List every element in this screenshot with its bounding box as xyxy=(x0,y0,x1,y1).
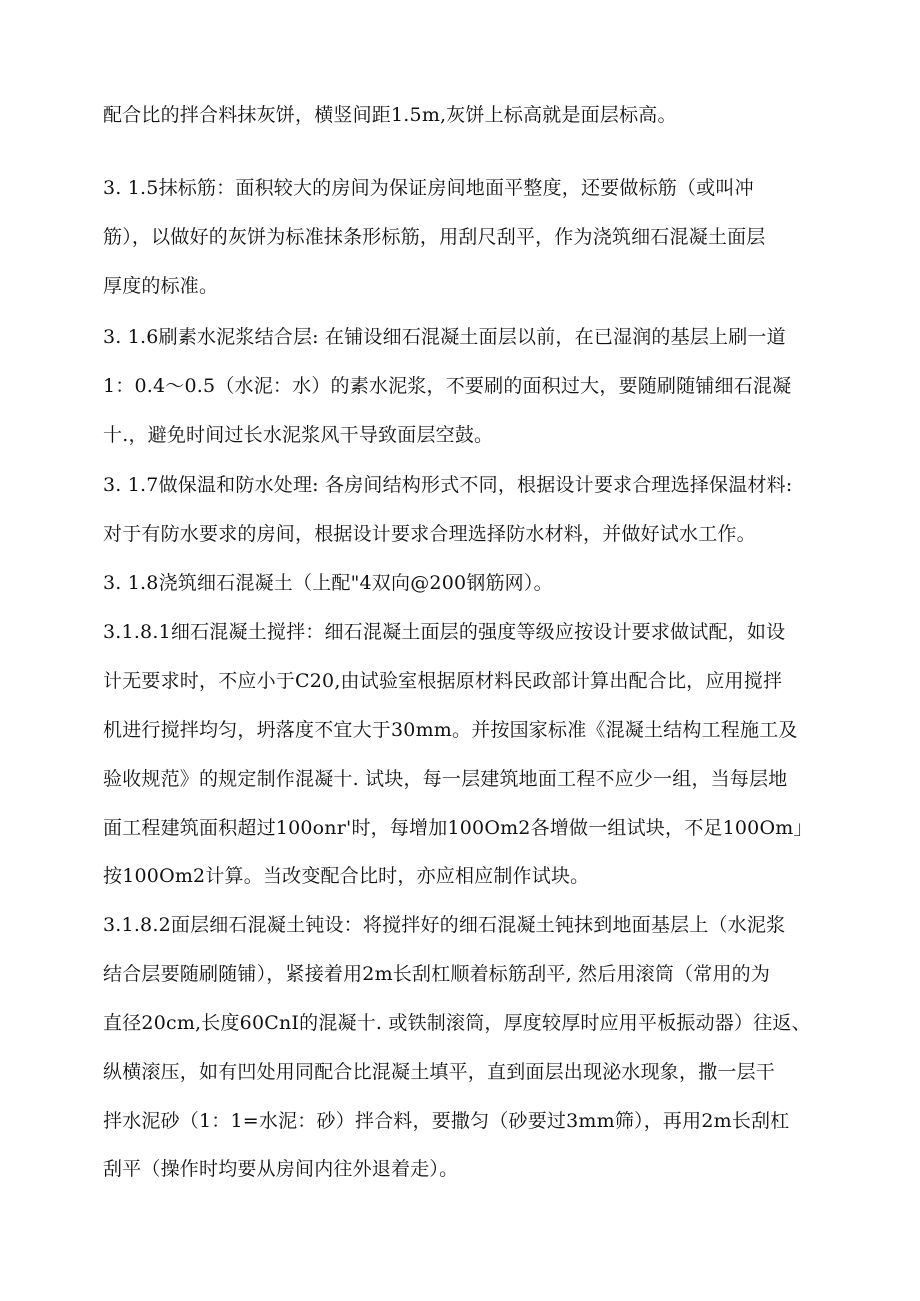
text-line-21: 拌水泥砂（1：1=水泥：砂）拌合料，要撒匀（砂要过3mm筛），再用2m长刮杠 xyxy=(103,1110,790,1132)
text-line-11: 3.1.8.1细石混凝土搅拌：细石混凝土面层的强度等级应按设计要求做试配，如设 xyxy=(103,621,786,643)
text-line-6: 1：0.4～0.5（水泥：水）的素水泥浆，不要刷的面积过大，要随刷随铺细石混凝 xyxy=(103,375,792,397)
text-line-2: 3. 1.5抹标筋：面积较大的房间为保证房间地面平整度，还要做标筋（或叫冲 xyxy=(103,177,754,199)
text-line-13: 机进行搅拌均匀，坍落度不宜大于30mm。并按国家标准《混凝土结构工程施工及 xyxy=(103,719,798,741)
text-line-5: 3. 1.6刷素水泥浆结合层: 在铺设细石混凝土面层以前，在已湿润的基层上刷一道 xyxy=(103,326,786,348)
text-line-1: 配合比的拌合料抹灰饼，横竖间距1.5m,灰饼上标高就是面层标高。 xyxy=(103,104,677,126)
text-line-14: 验收规范》的规定制作混凝十. 试块，每一层建筑地面工程不应少一组，当每层地 xyxy=(103,768,788,790)
text-line-16: 按100Om2计算。当改变配合比时，亦应相应制作试块。 xyxy=(103,865,590,887)
text-line-3: 筋），以做好的灰饼为标准抹条形标筋，用刮尺刮平，作为浇筑细石混凝土面层 xyxy=(103,226,766,248)
text-line-9: 对于有防水要求的房间，根据设计要求合理选择防水材料，并做好试水工作。 xyxy=(103,523,756,545)
text-line-4: 厚度的标准。 xyxy=(103,275,219,297)
text-line-15: 面工程建筑面积超过100onr'时，每增加100Om2各增做一组试块，不足100Om」 xyxy=(103,817,813,839)
text-line-18: 结合层要随刷随铺），紧接着用2m长刮杠顺着标筋刮平, 然后用滚筒（常用的为 xyxy=(103,963,771,985)
text-line-19: 直径20cm,长度60CnI的混凝十. 或铁制滚筒，厚度较厚时应用平板振动器）往返、 xyxy=(103,1012,811,1034)
text-line-10: 3. 1.8浇筑细石混凝土（上配"4双向@200钢筋网）。 xyxy=(103,572,553,594)
text-line-17: 3.1.8.2面层细石混凝土钝设：将搅拌好的细石混凝土钝抹到地面基层上（水泥浆 xyxy=(103,914,786,936)
text-line-12: 计无要求时，不应小于C20,由试验室根据原材料民政部计算出配合比，应用搅拌 xyxy=(103,670,783,692)
text-line-20: 纵横滚压，如有凹处用同配合比混凝土填平，直到面层出现泌水现象，撒一层干 xyxy=(103,1061,776,1083)
text-line-8: 3. 1.7做保温和防水处理: 各房间结构形式不同，根据设计要求合理选择保温材料: xyxy=(103,474,793,496)
text-line-7: 十.，避免时间过长水泥浆风干导致面层空鼓。 xyxy=(103,424,494,446)
text-line-22: 刮平（操作时均要从房间内往外退着走）。 xyxy=(103,1158,459,1180)
